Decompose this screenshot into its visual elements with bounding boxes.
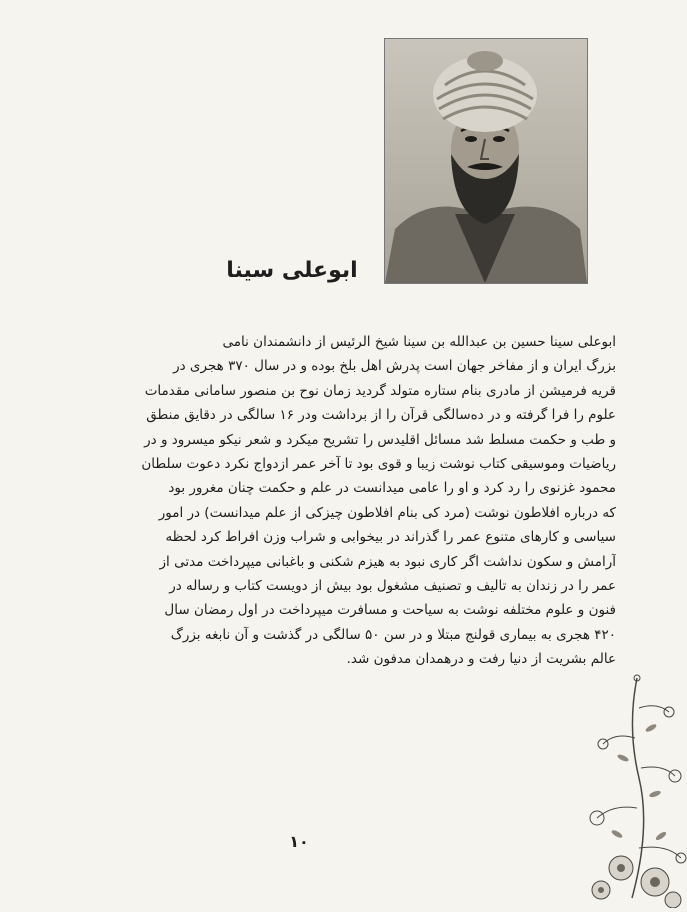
article-title: ابوعلی سینا (226, 258, 358, 283)
floral-ornament (577, 668, 687, 908)
portrait-illustration (385, 39, 587, 283)
flower-decoration-icon (577, 668, 687, 908)
body-line: فنون و علوم مختلفه نوشت به سیاحت و مسافرت میپرداخت در اول رمضان سال (164, 602, 616, 619)
body-line: محمود غزنوی را رد کرد و او را عامی میدانست در علم و حکمت چنان مغرور بود (168, 480, 616, 497)
body-line: که درباره افلاطون نوشت (مرد کی بنام افلاطون چیزکی از علم میدانست) در امور (158, 504, 616, 521)
body-line: ابوعلی سینا حسین بن عبدالله بن سینا شیخ الرئیس از دانشمندان نامی (222, 334, 616, 350)
portrait-image (384, 38, 588, 284)
body-line: آرامش و سکون نداشت اگر کاری نبود به هیزم شکنی و باغبانی میپرداخت مدتی از (159, 553, 616, 570)
body-line: علوم را فرا گرفته و در ده‌سالگی قرآن را از برداشت ودر ۱۶ سالگی در دقایق منطق (146, 407, 616, 424)
body-line: و طب و حکمت مسلط شد مسائل اقلیدس را تشریح میکرد و شعر نیکو میسرود و در (144, 431, 616, 448)
body-line: ریاضیات وموسیقی کتاب نوشت زیبا و قوی بود تا آخر عمر ازدواج نکرد دعوت سلطان (141, 456, 616, 473)
body-line: بزرگ ایران و از مفاخر جهان است پدرش اهل بلخ بوده و در سال ۳۷۰ هجری در (173, 358, 616, 375)
page-number: ۱۰ (289, 832, 309, 851)
body-line: عالم بشریت از دنیا رفت و درهمدان مدفون شد. (346, 651, 616, 668)
body-line: قریه فرمیشن از مادری بنام ستاره متولد گردید زمان نوح بن منصور سامانی مقدمات (144, 382, 616, 399)
body-line: ۴۲۰ هجری به بیماری قولنج مبتلا و در سن ۵۰ سالگی در گذشت و آن نابغه بزرگ (170, 626, 616, 643)
body-line: عمر را در زندان به تالیف و تصنیف مشغول بود بیش از دویست کتاب و رساله در (169, 578, 616, 595)
article-body (66, 330, 616, 672)
body-line: سیاسی و کارهای متنوع عمر را گذراند در بیخوابی و شراب وزن افراط کرد لحظه (165, 529, 616, 546)
